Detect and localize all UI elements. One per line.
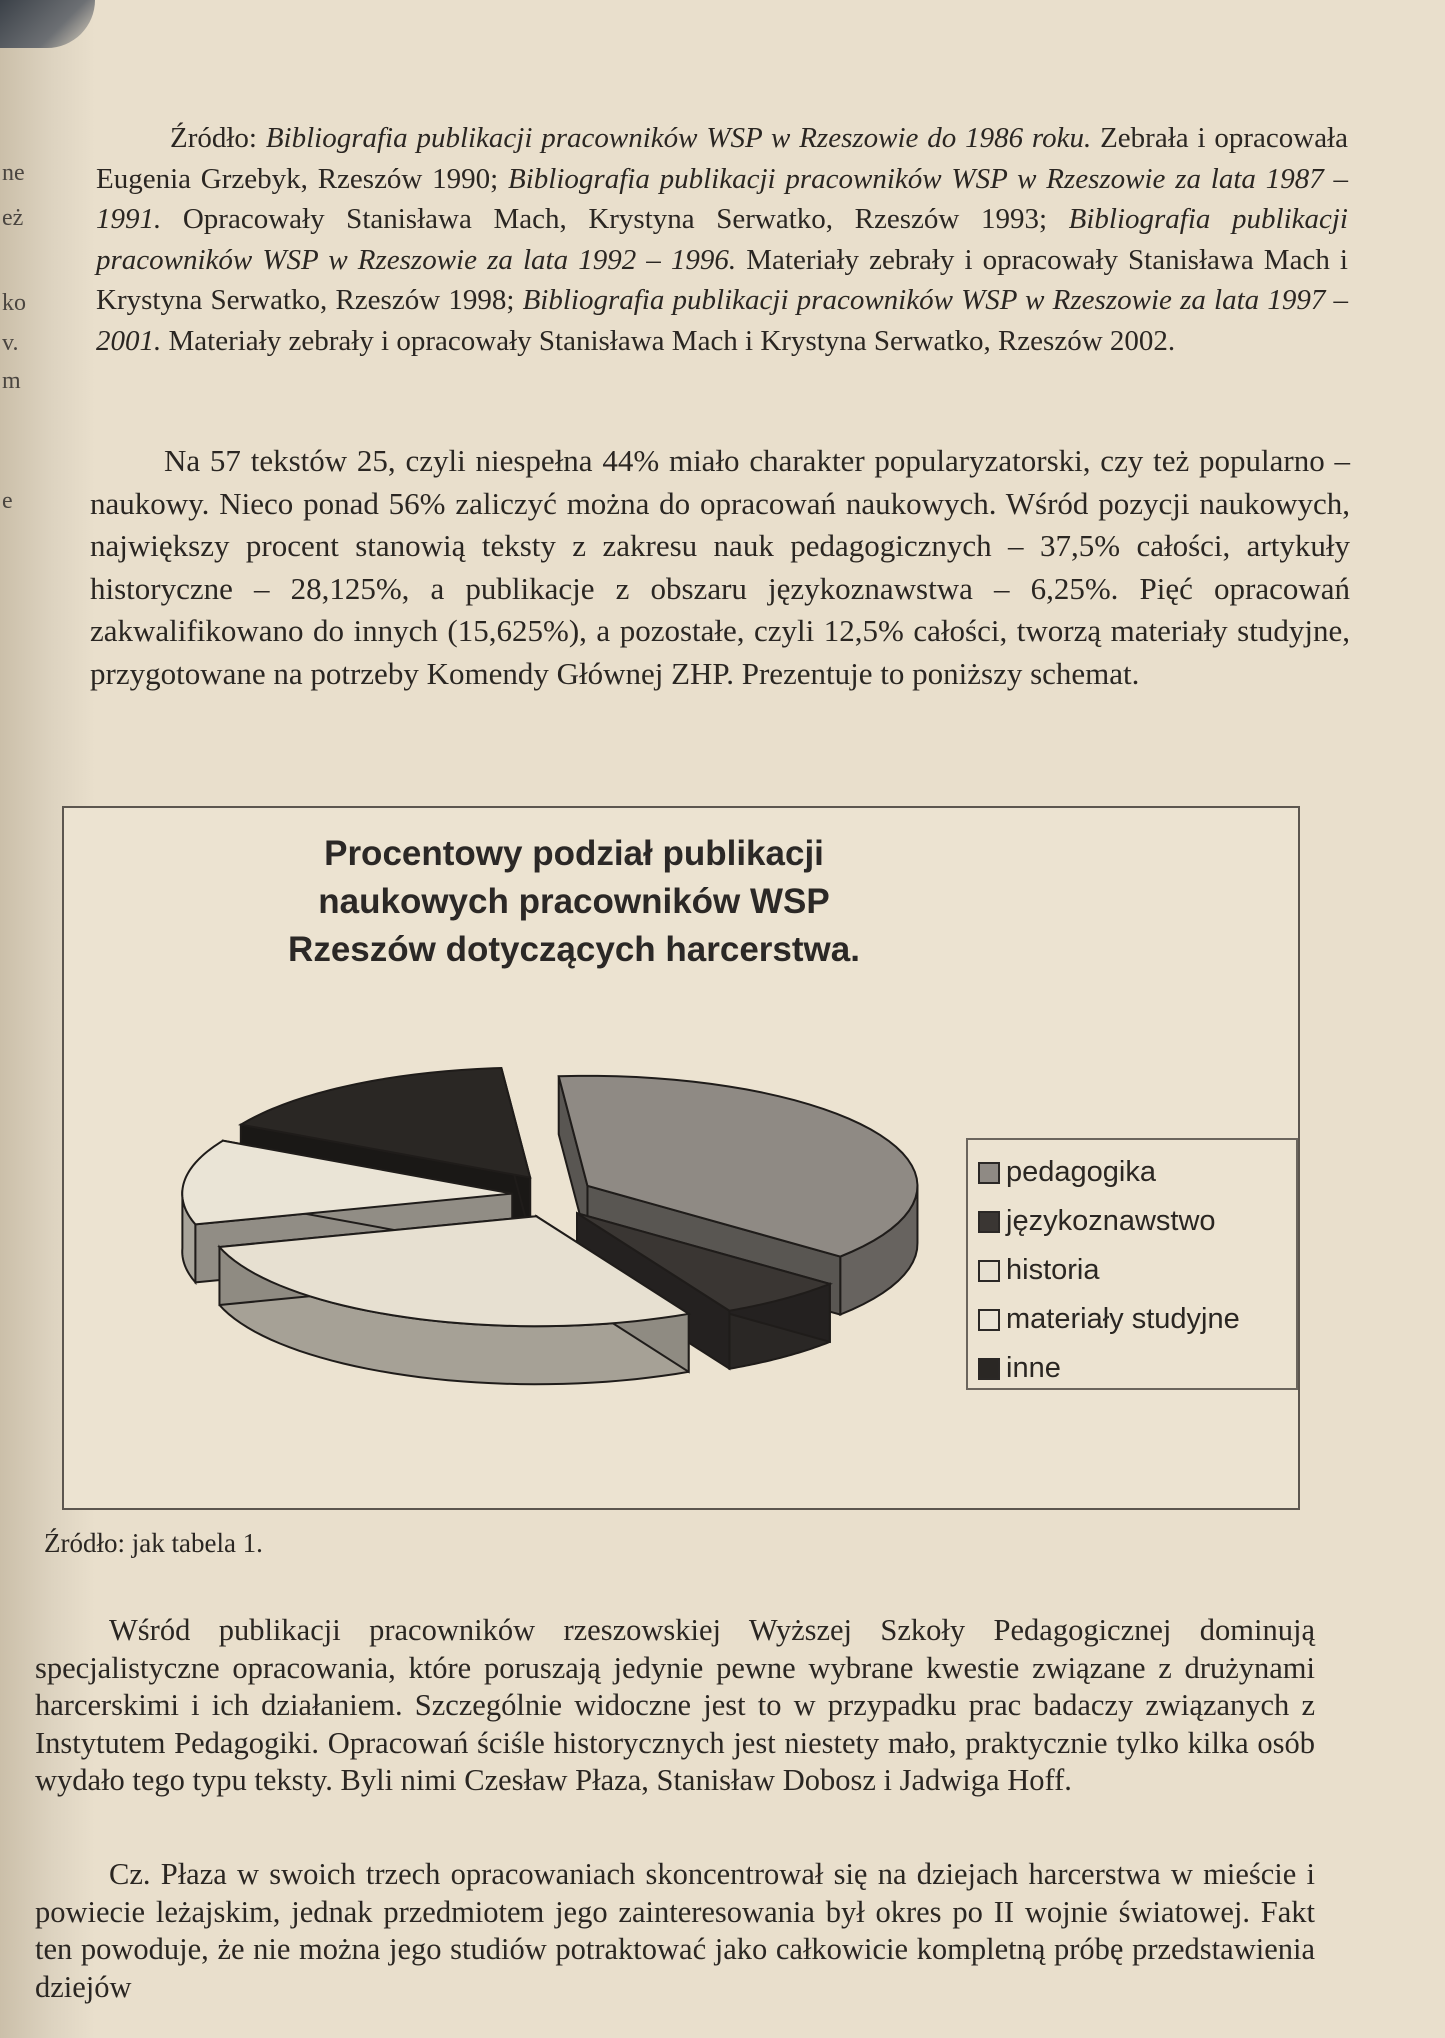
legend-swatch: [978, 1211, 1000, 1233]
chart-legend: [966, 1138, 1298, 1390]
source-text-4: Materiały zebrały i opracowały Stanisława Mach i Krystyna Serwatko, Rzeszów 2002.: [161, 324, 1176, 357]
margin-fragment: ne: [2, 160, 25, 186]
margin-fragment: ko: [2, 290, 26, 316]
source-note: [96, 118, 1348, 361]
paragraph-body-2: Cz. Płaza w swoich trzech opracowaniach skoncentrował się na dziejach harcerstwa w mieście i powiecie leżajskim, jednak przedmiotem jego zainteresowania był okres po II wojnie światowej. Fakt ten powoduje, że nie można jego studiów potraktować jako całkowicie kompletną próbę przedstawienia dziejów: [35, 1857, 1315, 2004]
margin-fragment: e: [2, 488, 13, 514]
legend-item: [978, 1344, 1296, 1393]
legend-label: historia: [1006, 1254, 1100, 1286]
margin-fragment: m: [2, 368, 21, 394]
legend-swatch: [978, 1309, 1000, 1331]
legend-label: pedagogika: [1006, 1156, 1156, 1188]
legend-swatch: [978, 1260, 1000, 1282]
source-text-3: Materiały zebrały i opracowały Stanisława Mach i Krystyna Serwatko, Rzeszów 1998;: [96, 243, 1348, 316]
source-title-4: Bibliografia publikacji pracowników WSP w Rzeszowie za lata 1997 – 2001.: [96, 284, 1348, 357]
source-text-2: Opracowały Stanisława Mach, Krystyna Serwatko, Rzeszów 1993;: [161, 203, 1069, 235]
source-text-1: Zebrała i opracowała Eugenia Grzebyk, Rzeszów 1990;: [96, 122, 1348, 195]
source-title-3: Bibliografia publikacji pracowników WSP w Rzeszowie za lata 1992 – 1996.: [96, 203, 1348, 276]
legend-item: [978, 1246, 1296, 1295]
legend-label: materiały studyjne: [1006, 1303, 1240, 1335]
margin-fragment: v.: [2, 330, 19, 356]
legend-item: [978, 1148, 1296, 1197]
legend-item: [978, 1295, 1296, 1344]
chart-title: Procentowy podział publikacji naukowych pracowników WSP Rzeszów dotyczących harcerstwa.: [288, 834, 860, 969]
source-title-2: Bibliografia publikacji pracowników WSP w Rzeszowie za lata 1987 – 1991.: [96, 162, 1348, 235]
margin-fragment: eż: [2, 205, 24, 231]
source-note-label: Źródło:: [170, 122, 266, 154]
pie-chart-frame: [62, 806, 1300, 1510]
legend-swatch: [978, 1162, 1000, 1184]
legend-label: inne: [1006, 1352, 1061, 1384]
legend-label: językoznawstwo: [1006, 1205, 1216, 1237]
chart-source-caption: Źródło: jak tabela 1.: [44, 1528, 263, 1558]
legend-item: [978, 1197, 1296, 1246]
paragraph-body-1: Wśród publikacji pracowników rzeszowskiej Wyższej Szkoły Pedagogicznej dominują specjalistyczne opracowania, które poruszają jedynie pewne wybrane kwestie związane z drużynami harcerskimi i ich działaniem. Szczególnie widoczne jest to w przypadku prac badaczy związanych z Instytutem Pedagogiki. Opracowań ściśle historycznych jest niestety mało, praktycznie tylko kilka osób wydało tego typu teksty. Byli nimi Czesław Płaza, Stanisław Dobosz i Jadwiga Hoff.: [35, 1613, 1315, 1797]
paragraph-intro: Na 57 tekstów 25, czyli niespełna 44% miało charakter popularyzatorski, czy też popularno – naukowy. Nieco ponad 56% zaliczyć można do opracowań naukowych. Wśród pozycji naukowych, największy procent stanowią teksty z zakresu nauk pedagogicznych – 37,5% całości, artykuły historyczne – 28,125%, a publikacje z obszaru językoznawstwa – 6,25%. Pięć opracowań zakwalifikowano do innych (15,625%), a pozostałe, czyli 12,5% całości, tworzą materiały studyjne, przygotowane na potrzeby Komendy Głównej ZHP. Prezentuje to poniższy schemat.: [90, 443, 1350, 691]
source-title-1: Bibliografia publikacji pracowników WSP w Rzeszowie do 1986 roku.: [265, 122, 1092, 154]
legend-swatch: [978, 1358, 1000, 1380]
